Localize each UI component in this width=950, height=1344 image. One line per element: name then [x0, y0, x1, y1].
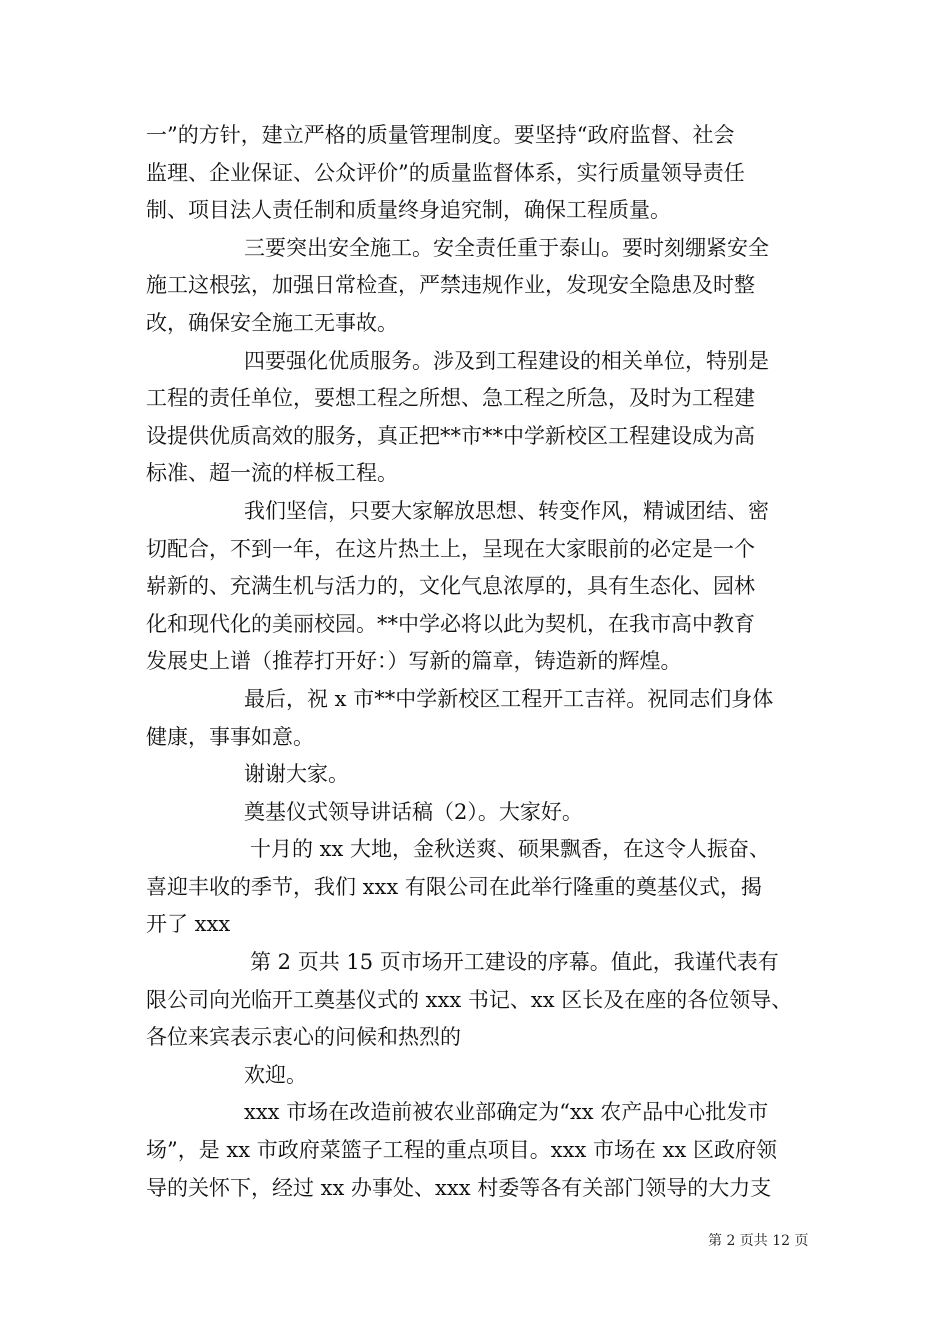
text-line: 场”，是 xx 市政府菜篮子工程的重点项目。xxx 市场在 xx 区政府领 [146, 1138, 778, 1163]
text-line: 制、项目法人责任制和质量终身追究制，确保工程质量。 [146, 198, 671, 223]
text-line: 施工这根弦，加强日常检查，严禁违规作业，发现安全隐患及时整 [146, 273, 755, 298]
text-line: 各位来宾表示衷心的问候和热烈的 [146, 1025, 461, 1050]
paragraph-first-line: 我们坚信，只要大家解放思想、转变作风，精诚团结、密 [244, 498, 769, 523]
paragraph-first-line: 欢迎。 [244, 1062, 307, 1087]
text-line: 化和现代化的美丽校园。**中学必将以此为契机，在我市高中教育 [146, 611, 755, 636]
paragraph-first-line: 谢谢大家。 [244, 762, 349, 787]
body-text [146, 117, 816, 1207]
text-line: 喜迎丰收的季节，我们 xxx 有限公司在此举行隆重的奠基仪式，揭 [146, 874, 762, 899]
text-line: 限公司向光临开工奠基仪式的 xxx 书记、xx 区长及在座的各位领导、 [146, 987, 793, 1012]
paragraph-first-line: 四要强化优质服务。涉及到工程建设的相关单位，特别是 [244, 348, 769, 373]
paragraph-first-line: 奠基仪式领导讲话稿（2）。大家好。 [244, 799, 583, 824]
text-line: 发展史上谱（推荐打开好：）写新的篇章，铸造新的辉煌。 [146, 649, 682, 674]
text-line: 工程的责任单位，要想工程之所想、急工程之所急，及时为工程建 [146, 386, 755, 411]
page-number-footer: 第 2 页共 12 页 [708, 1233, 809, 1249]
text-line: 开了 xxx [146, 912, 231, 937]
text-line: 监理、企业保证、公众评价”的质量监督体系，实行质量领导责任 [146, 160, 745, 185]
text-line: 一”的方针，建立严格的质量管理制度。要坚持“政府监督、社会 [146, 123, 735, 147]
paragraph-first-line: xxx 市场在改造前被农业部确定为“xx 农产品中心批发市 [244, 1100, 769, 1125]
paragraph-first-line: 第 2 页共 15 页市场开工建设的序幕。值此，我谨代表有 [250, 950, 779, 975]
text-line: 健康，事事如意。 [146, 724, 314, 749]
text-line: 导的关怀下，经过 xx 办事处、xxx 村委等各有关部门领导的大力支 [146, 1175, 772, 1200]
text-line: 切配合，不到一年，在这片热土上，呈现在大家眼前的必定是一个 [146, 536, 755, 561]
paragraph-first-line: 最后，祝 x 市**中学新校区工程开工吉祥。祝同志们身体 [244, 686, 774, 711]
text-line: 崭新的、充满生机与活力的，文化气息浓厚的，具有生态化、园林 [146, 574, 755, 599]
text-line: 标准、超一流的样板工程。 [146, 461, 398, 486]
paragraph-first-line: 三要突出安全施工。安全责任重于泰山。要时刻绷紧安全 [244, 235, 769, 260]
text-line: 改，确保安全施工无事故。 [146, 310, 398, 335]
paragraph-first-line: 十月的 xx 大地，金秋送爽、硕果飘香，在这令人振奋、 [250, 837, 771, 862]
text-line: 设提供优质高效的服务，真正把**市**中学新校区工程建设成为高 [146, 423, 755, 448]
